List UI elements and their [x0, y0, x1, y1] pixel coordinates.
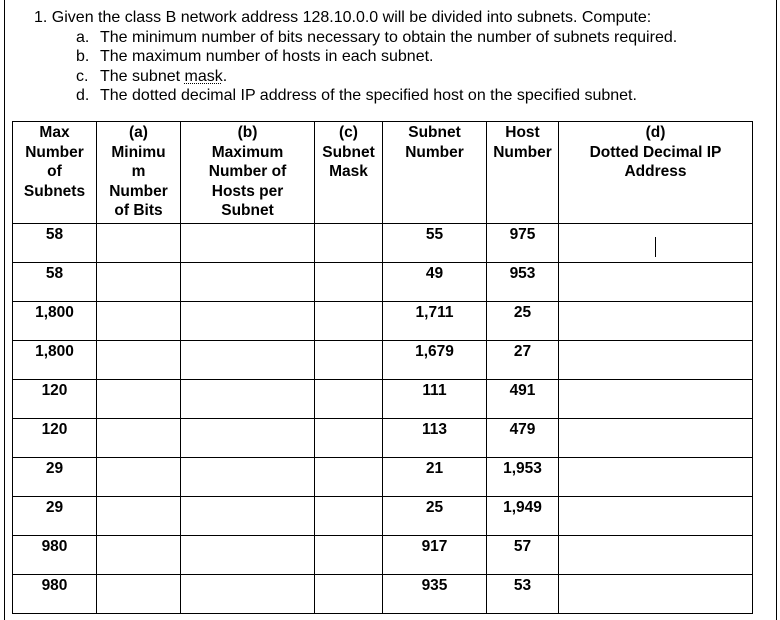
cell-subnet-mask[interactable]	[315, 224, 383, 263]
header-min-bits: (a) Minimu m Number of Bits	[97, 122, 181, 224]
subnet-table	[12, 121, 753, 614]
question-block	[34, 8, 677, 106]
cell-max-hosts[interactable]	[181, 380, 315, 419]
table-header-row	[13, 122, 753, 224]
table-row	[13, 497, 753, 536]
cell-max-hosts[interactable]	[181, 497, 315, 536]
cell-max-hosts[interactable]	[181, 575, 315, 614]
cell-max-hosts[interactable]	[181, 419, 315, 458]
cell-host-number[interactable]: 479	[487, 419, 559, 458]
cell-host-number[interactable]: 953	[487, 263, 559, 302]
cell-subnet-number[interactable]: 49	[383, 263, 487, 302]
cell-subnet-number[interactable]: 1,679	[383, 341, 487, 380]
cell-min-bits[interactable]	[97, 497, 181, 536]
cell-max-subnets[interactable]: 1,800	[13, 302, 97, 341]
cell-dotted-decimal[interactable]	[559, 263, 753, 302]
cell-subnet-mask[interactable]	[315, 302, 383, 341]
cell-max-hosts[interactable]	[181, 341, 315, 380]
cell-subnet-mask[interactable]	[315, 419, 383, 458]
cell-dotted-decimal[interactable]	[559, 536, 753, 575]
cell-max-hosts[interactable]	[181, 302, 315, 341]
cell-min-bits[interactable]	[97, 263, 181, 302]
cell-min-bits[interactable]	[97, 419, 181, 458]
cell-subnet-number[interactable]: 55	[383, 224, 487, 263]
cell-max-hosts[interactable]	[181, 224, 315, 263]
table-row	[13, 536, 753, 575]
cell-subnet-number[interactable]: 25	[383, 497, 487, 536]
text-cursor	[655, 237, 656, 257]
cell-max-hosts[interactable]	[181, 263, 315, 302]
cell-dotted-decimal[interactable]	[559, 341, 753, 380]
cell-subnet-mask[interactable]	[315, 263, 383, 302]
cell-subnet-number[interactable]: 1,711	[383, 302, 487, 341]
part-letter: a.	[76, 28, 90, 46]
cell-max-subnets[interactable]: 980	[13, 575, 97, 614]
cell-subnet-number[interactable]: 935	[383, 575, 487, 614]
table-row	[13, 302, 753, 341]
cell-host-number[interactable]: 1,949	[487, 497, 559, 536]
cell-max-subnets[interactable]: 120	[13, 419, 97, 458]
cell-host-number[interactable]: 57	[487, 536, 559, 575]
question-part-c	[34, 67, 677, 87]
part-text: The maximum number of hosts in each subnet.	[100, 48, 434, 66]
cell-host-number[interactable]: 53	[487, 575, 559, 614]
cell-max-subnets[interactable]: 1,800	[13, 341, 97, 380]
table-row	[13, 341, 753, 380]
cell-subnet-mask[interactable]	[315, 341, 383, 380]
header-max-subnets: Max Number of Subnets	[13, 122, 97, 224]
table-row	[13, 380, 753, 419]
table-row	[13, 458, 753, 497]
page-right-border	[776, 0, 777, 620]
cell-dotted-decimal[interactable]	[559, 380, 753, 419]
cell-subnet-mask[interactable]	[315, 575, 383, 614]
cell-dotted-decimal[interactable]	[559, 575, 753, 614]
part-text-end: .	[222, 67, 228, 85]
part-text: The dotted decimal IP address of the specified host on the specified subnet.	[100, 87, 637, 105]
cell-dotted-decimal[interactable]	[559, 302, 753, 341]
cell-min-bits[interactable]	[97, 536, 181, 575]
cell-dotted-decimal[interactable]	[559, 224, 753, 263]
question-intro: 1. Given the class B network address 128.10.0.0 will be divided into subnets. Compute:	[34, 9, 652, 26]
cell-host-number[interactable]: 975	[487, 224, 559, 263]
cell-min-bits[interactable]	[97, 458, 181, 497]
cell-dotted-decimal[interactable]	[559, 497, 753, 536]
cell-max-subnets[interactable]: 29	[13, 458, 97, 497]
cell-subnet-number[interactable]: 111	[383, 380, 487, 419]
cell-subnet-mask[interactable]	[315, 458, 383, 497]
part-letter: b.	[76, 48, 90, 66]
table-row	[13, 263, 753, 302]
cell-host-number[interactable]: 491	[487, 380, 559, 419]
cell-min-bits[interactable]	[97, 302, 181, 341]
cell-host-number[interactable]: 27	[487, 341, 559, 380]
cell-subnet-mask[interactable]	[315, 536, 383, 575]
cell-min-bits[interactable]	[97, 224, 181, 263]
cell-subnet-number[interactable]: 21	[383, 458, 487, 497]
part-letter: d.	[76, 87, 90, 105]
header-host-number: Host Number	[487, 122, 559, 224]
part-letter: c.	[76, 67, 89, 85]
cell-max-subnets[interactable]: 120	[13, 380, 97, 419]
cell-max-subnets[interactable]: 29	[13, 497, 97, 536]
table-row	[13, 419, 753, 458]
question-part-d	[34, 86, 677, 106]
header-max-hosts: (b) Maximum Number of Hosts per Subnet	[181, 122, 315, 224]
cell-subnet-number[interactable]: 917	[383, 536, 487, 575]
cell-max-hosts[interactable]	[181, 458, 315, 497]
cell-host-number[interactable]: 25	[487, 302, 559, 341]
cell-subnet-mask[interactable]	[315, 497, 383, 536]
question-part-a	[34, 28, 677, 48]
spellcheck-underlined-word: mask	[184, 67, 223, 85]
question-part-b	[34, 47, 677, 67]
cell-subnet-mask[interactable]	[315, 380, 383, 419]
header-subnet-mask: (c) Subnet Mask	[315, 122, 383, 224]
table-row	[13, 224, 753, 263]
table-row	[13, 575, 753, 614]
cell-max-subnets[interactable]: 58	[13, 263, 97, 302]
cell-min-bits[interactable]	[97, 575, 181, 614]
part-text: The minimum number of bits necessary to obtain the number of subnets required.	[100, 28, 678, 46]
cell-min-bits[interactable]	[97, 341, 181, 380]
cell-min-bits[interactable]	[97, 380, 181, 419]
cell-host-number[interactable]: 1,953	[487, 458, 559, 497]
cell-dotted-decimal[interactable]	[559, 458, 753, 497]
header-subnet-number: Subnet Number	[383, 122, 487, 224]
cell-dotted-decimal[interactable]	[559, 419, 753, 458]
cell-max-subnets[interactable]: 980	[13, 536, 97, 575]
header-dotted-decimal: (d) Dotted Decimal IP Address	[559, 122, 753, 224]
page-left-border	[4, 0, 5, 620]
cell-max-subnets[interactable]: 58	[13, 224, 97, 263]
part-text: The subnet	[100, 67, 185, 85]
cell-max-hosts[interactable]	[181, 536, 315, 575]
cell-subnet-number[interactable]: 113	[383, 419, 487, 458]
